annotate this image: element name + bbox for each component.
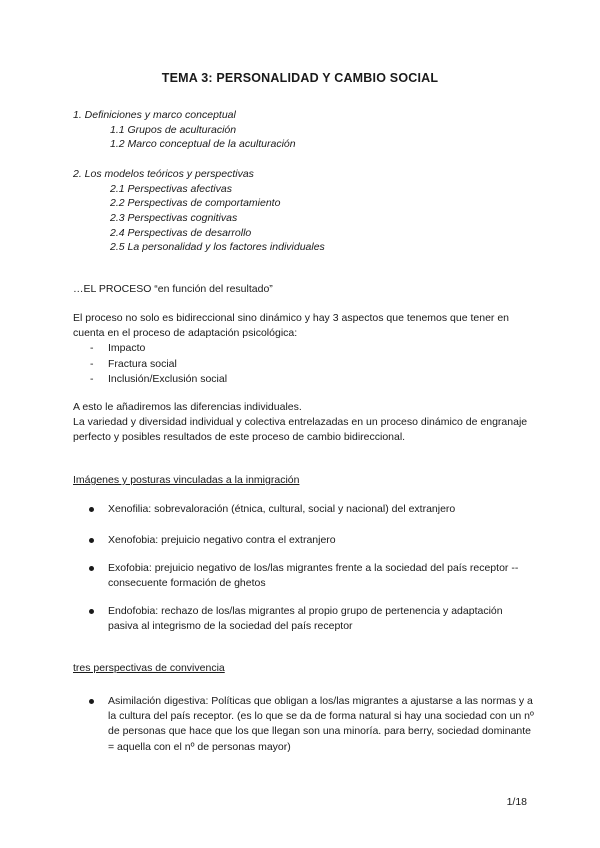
page-title: TEMA 3: PERSONALIDAD Y CAMBIO SOCIAL [161, 71, 439, 85]
toc-section-1: 1. Definiciones y marco conceptual [73, 109, 236, 121]
bullet-icon [89, 538, 94, 543]
bullet-icon [89, 507, 94, 512]
list-item: Endofobia: rechazo de los/las migrantes al propio grupo de pertenencia y adaptación pasiva al integrismo de la sociedad del país receptor [89, 604, 534, 634]
list-item: Xenofobia: prejuicio negativo contra el extranjero [89, 533, 534, 548]
process-section [73, 311, 543, 387]
images-heading: Imágenes y posturas vinculadas a la inmigración [73, 474, 300, 486]
toc-item: 2.3 Perspectivas cognitivas [110, 211, 238, 224]
list-item: Xenofilia: sobrevaloración (étnica, cultural, social y nacional) del extranjero [89, 502, 534, 517]
toc-item: 2.1 Perspectivas afectivas [110, 182, 232, 195]
toc-item: 2.4 Perspectivas de desarrollo [110, 226, 252, 239]
bullet-icon [89, 609, 94, 614]
list-item: - Fractura social [90, 357, 177, 370]
toc-item: 1.1 Grupos de aculturación [110, 123, 237, 136]
list-item: Asimilación digestiva: Políticas que obligan a los/las migrantes a ajustarse a las normas y a la cultura del país receptor. (es lo que se da de forma natural si hay una sociedad con un nº de personas que hace que los que llegan son una minoría. para berry, sociedad dominante = aquella con el nº de personas mayor) [89, 694, 534, 755]
toc-item: 2.5 La personalidad y los factores individuales [110, 241, 325, 254]
process-paragraph: El proceso no solo es bidireccional sino dinámico y hay 3 aspectos que tenemos que tener en cuenta en el proceso de adaptación psicológica: [73, 312, 510, 340]
toc-item: 1.2 Marco conceptual de la aculturación [110, 138, 296, 151]
bullet-icon [89, 699, 94, 704]
aspects-list [73, 341, 543, 387]
variety-paragraph: La variedad y diversidad individual y colectiva entrelazadas en un proceso dinámico de engranaje perfecto y posibles resultados de este proceso de cambio bidireccional. [73, 416, 528, 444]
list-item: - Inclusión/Exclusión social [90, 372, 228, 385]
bullet-icon [89, 566, 94, 571]
toc-item: 2.2 Perspectivas de comportamiento [110, 197, 281, 210]
individual-differences-section [73, 400, 543, 446]
individual-line: A esto le añadiremos las diferencias individuales. [73, 401, 302, 413]
process-heading: …EL PROCESO “en función del resultado” [73, 283, 273, 295]
coexistence-heading: tres perspectivas de convivencia [73, 662, 225, 674]
list-item: Exofobia: prejuicio negativo de los/las migrantes frente a la sociedad del país receptor -- consecuente formación de ghetos [89, 561, 534, 591]
page-number: 1/18 [506, 796, 527, 808]
table-of-contents [73, 108, 325, 255]
list-item: - Impacto [90, 342, 146, 355]
toc-section-2: 2. Los modelos teóricos y perspectivas [73, 168, 254, 181]
